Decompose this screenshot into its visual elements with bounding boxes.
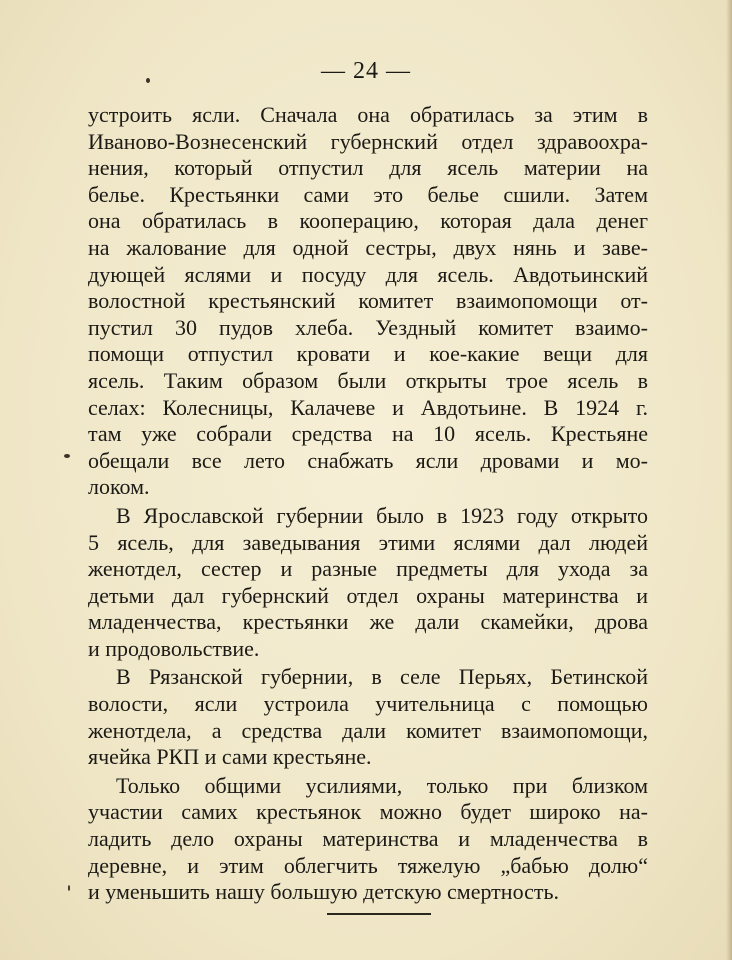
text-line: селах: Колесницы, Калачеве и Авдотьине. В 1924 г. <box>88 394 648 420</box>
text-line: нения, который отпустил для ясель материи на <box>88 155 648 181</box>
text-line: там уже собрали средства на 10 ясель. Крестьяне <box>88 421 648 447</box>
text-line: и уменьшить нашу большую детскую смертность. <box>88 879 560 905</box>
ink-speck <box>68 885 70 891</box>
text-line: участии самих крестьянок можно будет широко на- <box>88 799 648 825</box>
text-line: Иваново-Вознесенский губернский отдел здравоохра- <box>88 128 648 154</box>
text-line: ладить дело охраны материнства и младенчества в <box>88 826 648 852</box>
text-line: деревне, и этим облегчить тяжелую „бабью долю“ <box>88 852 648 878</box>
text-line: волостной крестьянский комитет взаимопомощи от- <box>88 288 648 314</box>
text-line: младенчества, крестьянки же дали скамейки, дрова <box>88 609 648 635</box>
body-text <box>88 102 648 906</box>
paragraph-start: Только общими усилиями, только при близком <box>116 772 648 798</box>
text-line: женотдел, сестер и разные предметы для ухода за <box>88 556 648 582</box>
text-line: 5 ясель, для заведывания этими яслями дал людей <box>88 529 648 555</box>
text-line: на жалование для одной сестры, двух нянь и заве- <box>88 234 648 260</box>
page-edge-shadow <box>726 0 732 960</box>
ink-speck <box>146 78 150 83</box>
text-line: она обратилась в кооперацию, которая дала денег <box>88 208 648 234</box>
text-line: помощи отпустил кровати и кое-какие вещи для <box>88 341 648 367</box>
text-line: ячейка РКП и сами крестьяне. <box>88 744 372 770</box>
text-line: пустил 30 пудов хлеба. Уездный комитет взаимо- <box>88 314 648 340</box>
end-rule <box>327 913 431 915</box>
ink-speck <box>64 454 70 458</box>
text-line: обещали все лето снабжать ясли дровами и мо- <box>88 447 648 473</box>
text-line: локом. <box>88 474 150 500</box>
text-line: детьми дал губернский отдел охраны материнства и <box>88 582 648 608</box>
text-line: и продовольствие. <box>88 635 260 661</box>
text-line: устроить ясли. Сначала она обратилась за этим в <box>88 102 648 127</box>
paragraph-start: В Рязанской губернии, в селе Перьях, Бетинской <box>116 664 648 690</box>
text-line: ясель. Таким образом были открыты трое ясель в <box>88 367 648 393</box>
page-number: — 24 — <box>321 58 411 84</box>
text-line: женотдела, а средства дали комитет взаимопомощи, <box>88 717 648 743</box>
text-line: волости, ясли устроила учительница с помощью <box>88 691 648 717</box>
text-line: белье. Крестьянки сами это белье сшили. Затем <box>88 181 648 207</box>
text-line: дующей яслями и посуду для ясель. Авдотьинский <box>88 261 648 287</box>
paragraph-start: В Ярославской губернии было в 1923 году открыто <box>116 502 648 528</box>
